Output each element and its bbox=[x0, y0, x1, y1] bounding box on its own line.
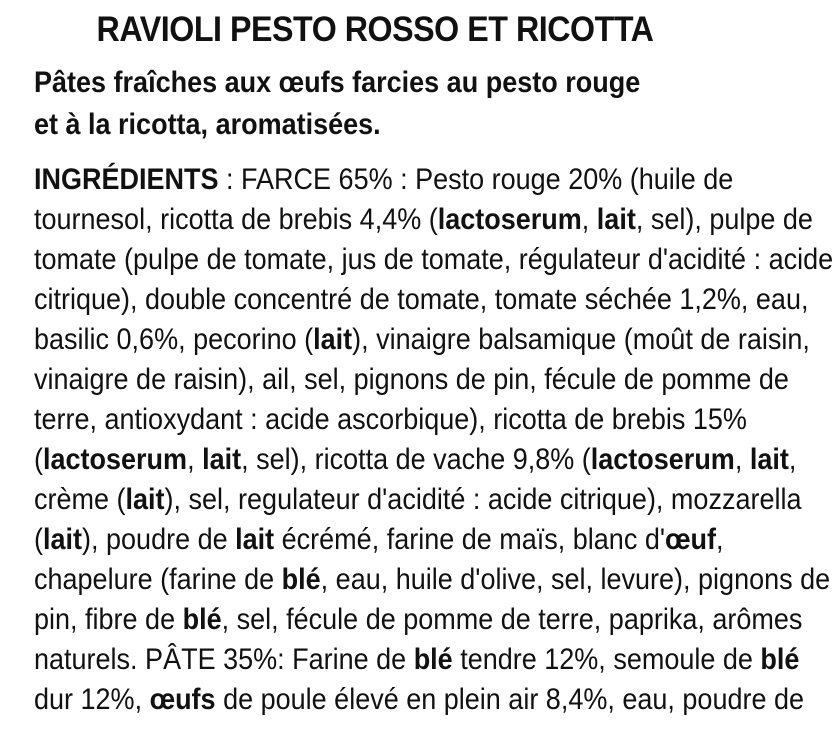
ingredients-line bbox=[34, 320, 810, 360]
ingredient-text: citrique), double concentré de tomate, tomate séchée 1,2%, eau, bbox=[34, 283, 809, 316]
ingredient-text: ), sel, regulateur d'acidité : acide citrique), mozzarella bbox=[164, 483, 802, 516]
ingredient-text: , sel, fécule de pomme de terre, paprika, arômes bbox=[221, 603, 803, 636]
allergen-text: blé bbox=[182, 603, 222, 636]
allergen-text: lait bbox=[596, 203, 636, 236]
ingredient-text: tendre 12%, semoule de bbox=[452, 643, 761, 676]
ingredient-text: dur 12%, bbox=[34, 683, 150, 716]
ingredients-line bbox=[34, 520, 724, 560]
ingredient-text: , sel), ricotta de vache 9,8% ( bbox=[241, 443, 591, 476]
description-line-2: et à la ricotta, aromatisées. bbox=[34, 108, 381, 141]
ingredient-text: , eau, huile d'olive, sel, levure), pignons de bbox=[320, 563, 831, 596]
ingredient-text: basilic 0,6%, pecorino ( bbox=[34, 323, 314, 356]
ingredients-line bbox=[34, 440, 797, 480]
ingredient-text: crème ( bbox=[34, 483, 126, 516]
allergen-text: lait bbox=[313, 323, 353, 356]
allergen-text: lactoserum bbox=[590, 443, 735, 476]
ingredients-line bbox=[34, 600, 803, 640]
ingredients-line bbox=[34, 680, 805, 720]
ingredient-text: ( bbox=[34, 523, 43, 556]
ingredient-text: tomate (pulpe de tomate, jus de tomate, régulateur d'acidité : acide bbox=[34, 243, 833, 276]
ingredient-text: chapelure (farine de bbox=[34, 563, 282, 596]
product-title: RAVIOLI PESTO ROSSO ET RICOTTA bbox=[96, 10, 654, 49]
ingredient-text: , bbox=[581, 203, 597, 236]
ingredient-text: , sel), pulpe de bbox=[635, 203, 813, 236]
ingredients-line bbox=[34, 400, 747, 440]
ingredient-text: , bbox=[734, 443, 750, 476]
ingredient-text: terre, antioxydant : acide ascorbique), ricotta de brebis 15% bbox=[34, 403, 747, 436]
allergen-text: blé bbox=[760, 643, 800, 676]
ingredients-list bbox=[34, 160, 833, 720]
ingredient-text: écrémé, farine de maïs, blanc d' bbox=[274, 523, 666, 556]
ingredient-text: ( bbox=[34, 443, 43, 476]
ingredients-line bbox=[34, 480, 802, 520]
ingredient-text: , bbox=[715, 523, 724, 556]
product-description bbox=[34, 62, 682, 146]
ingredient-text: , bbox=[187, 443, 203, 476]
allergen-text: lait bbox=[235, 523, 275, 556]
ingredient-text: naturels. PÂTE 35%: Farine de bbox=[34, 643, 414, 676]
allergen-text: blé bbox=[281, 563, 321, 596]
ingredients-line bbox=[34, 280, 809, 320]
ingredient-text: : FARCE 65% : Pesto rouge 20% (huile de bbox=[218, 163, 734, 196]
ingredients-line bbox=[34, 640, 800, 680]
allergen-text: lait bbox=[43, 523, 83, 556]
allergen-text: lait bbox=[749, 443, 789, 476]
allergen-text: blé bbox=[413, 643, 453, 676]
allergen-text: lactoserum bbox=[43, 443, 188, 476]
allergen-text: œuf bbox=[665, 523, 716, 556]
allergen-text: INGRÉDIENTS bbox=[34, 163, 219, 196]
allergen-text: lait bbox=[202, 443, 242, 476]
allergen-text: œufs bbox=[149, 683, 216, 716]
ingredients-line bbox=[34, 160, 734, 200]
ingredient-text: ), poudre de bbox=[82, 523, 236, 556]
ingredients-line bbox=[34, 200, 813, 240]
ingredient-text: vinaigre de raisin), ail, sel, pignons de pin, fécule de pomme de bbox=[34, 363, 789, 396]
ingredient-text: ), vinaigre balsamique (moût de raisin, bbox=[352, 323, 810, 356]
ingredients-line bbox=[34, 240, 833, 280]
ingredient-text: pin, fibre de bbox=[34, 603, 183, 636]
allergen-text: lactoserum bbox=[437, 203, 582, 236]
ingredients-line bbox=[34, 360, 789, 400]
ingredients-line bbox=[34, 560, 831, 600]
ingredient-text: tournesol, ricotta de brebis 4,4% ( bbox=[34, 203, 438, 236]
allergen-text: lait bbox=[125, 483, 165, 516]
ingredient-text: de poule élevé en plein air 8,4%, eau, poudre de bbox=[215, 683, 805, 716]
ingredient-text: , bbox=[788, 443, 797, 476]
description-line-1: Pâtes fraîches aux œufs farcies au pesto rouge bbox=[34, 66, 641, 99]
